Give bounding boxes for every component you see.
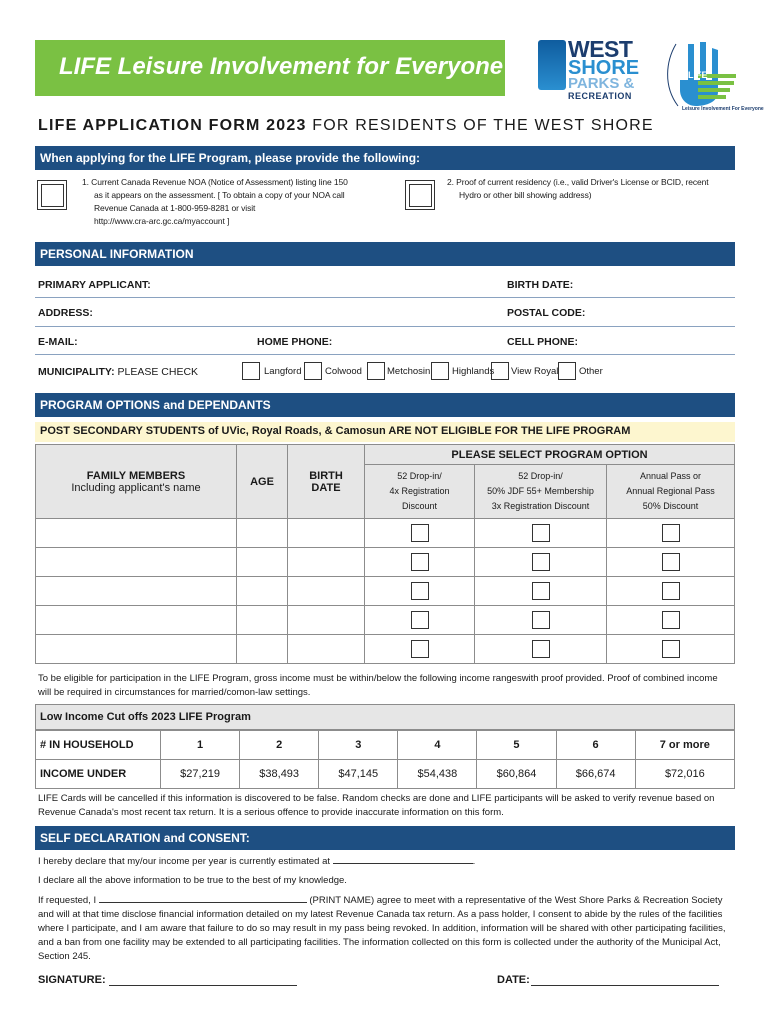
table-row	[36, 548, 735, 577]
other-label: Other	[579, 366, 603, 377]
income-cutoffs-heading: Low Income Cut offs 2023 LIFE Program	[35, 704, 735, 730]
divider	[35, 297, 735, 298]
eligibility-text: To be eligible for participation in the LIFE Program, gross income must be within/below the following income rangeswith proof provided. Proof of combined income will be required in circumstances for married/comon-law settings.	[38, 673, 718, 698]
income-estimate-field[interactable]	[333, 854, 473, 864]
household-cell: 5	[477, 731, 556, 760]
req1-line4: http://www.cra-arc.gc.ca/myaccount ]	[94, 216, 230, 226]
opt3-line2: Annual Regional Pass	[626, 486, 715, 496]
colwood-checkbox[interactable]	[304, 362, 322, 380]
birth-date-cell[interactable]	[288, 577, 365, 606]
cancellation-notice: LIFE Cards will be cancelled if this information is discovered to be false. Random checks are done and LIFE participants will be asked to verify revenue based on Revenue Canada's most recent tax return. It is a serious offence to provide inaccurate information on this form.	[38, 793, 715, 818]
municipality-label	[38, 366, 198, 378]
option-3-cell	[607, 635, 735, 664]
req2-line2: Hydro or other bill showing address)	[459, 190, 592, 200]
date-field[interactable]	[531, 976, 719, 986]
income-estimate-text: I hereby declare that my/our income per year is currently estimated at	[38, 856, 330, 867]
print-name-field[interactable]	[99, 893, 307, 903]
family-name-cell[interactable]	[36, 519, 237, 548]
requirements-heading: When applying for the LIFE Program, please provide the following:	[35, 146, 735, 170]
opt1-line2: 4x Registration	[389, 486, 450, 496]
income-cell: $72,016	[635, 760, 734, 789]
colwood-label: Colwood	[325, 366, 362, 377]
family-members-header	[36, 445, 237, 519]
signature-label: SIGNATURE:	[38, 974, 106, 986]
birth-date-cell[interactable]	[288, 548, 365, 577]
table-row	[36, 519, 735, 548]
logo-hand-text: LIFE	[688, 70, 708, 80]
req1-line2: as it appears on the assessment. [ To obtain a copy of your NOA call	[94, 190, 345, 200]
logo-recreation: RECREATION	[568, 91, 632, 101]
table-row	[36, 635, 735, 664]
highlands-label: Highlands	[452, 366, 495, 377]
other-checkbox[interactable]	[558, 362, 576, 380]
table-row	[36, 606, 735, 635]
birth-date-cell[interactable]	[288, 519, 365, 548]
opt2-line2: 50% JDF 55+ Membership	[487, 486, 594, 496]
req1-line1: 1. Current Canada Revenue NOA (Notice of Assessment) listing line 150	[82, 177, 348, 187]
age-cell[interactable]	[237, 635, 288, 664]
req1-line3: Revenue Canada at 1-800-959-8281 or visit	[94, 203, 256, 213]
if-requested-text: If requested, I	[38, 895, 97, 906]
household-label: # IN HOUSEHOLD	[36, 731, 161, 760]
income-estimate-line	[38, 854, 732, 869]
date-text: DATE	[311, 481, 341, 494]
langford-checkbox[interactable]	[242, 362, 260, 380]
birth-date-label: BIRTH DATE:	[507, 279, 574, 291]
family-members-text: FAMILY MEMBERS	[86, 469, 186, 482]
household-cell: 7 or more	[635, 731, 734, 760]
highlands-checkbox[interactable]	[431, 362, 449, 380]
langford-label: Langford	[264, 366, 302, 377]
option-2-cell	[475, 635, 607, 664]
post-secondary-notice: POST SECONDARY STUDENTS of UVic, Royal Roads, & Camosun ARE NOT ELIGIBLE FOR THE LIFE PROGRAM	[35, 422, 735, 442]
form-title-bold: LIFE APPLICATION FORM 2023	[38, 117, 307, 134]
banner-title: LIFE Leisure Involvement for Everyone	[59, 53, 504, 80]
family-name-cell[interactable]	[36, 606, 237, 635]
cell-phone-label: CELL PHONE:	[507, 336, 578, 348]
age-cell[interactable]	[237, 519, 288, 548]
option-1-cell	[365, 577, 475, 606]
option-1-header	[365, 465, 475, 519]
option-2-checkbox[interactable]	[532, 611, 550, 629]
option-1-cell	[365, 606, 475, 635]
logo-west: WEST	[568, 36, 633, 62]
metchosin-label: Metchosin	[387, 366, 431, 377]
address-label: ADDRESS:	[38, 307, 93, 319]
requirement-item-2	[447, 176, 709, 202]
option-2-checkbox[interactable]	[532, 640, 550, 658]
income-row	[36, 760, 735, 789]
divider	[35, 326, 735, 327]
option-1-checkbox[interactable]	[411, 640, 429, 658]
option-3-header	[607, 465, 735, 519]
view-royal-checkbox[interactable]	[491, 362, 509, 380]
option-1-cell	[365, 548, 475, 577]
opt1-line3: Discount	[401, 501, 437, 511]
income-cell: $38,493	[240, 760, 319, 789]
divider	[35, 354, 735, 355]
logo-parks: PARKS &	[568, 75, 635, 92]
income-cell: $66,674	[556, 760, 635, 789]
family-name-cell[interactable]	[36, 635, 237, 664]
household-cell: 4	[398, 731, 477, 760]
logo-mark-icon	[538, 40, 566, 90]
option-2-checkbox[interactable]	[532, 524, 550, 542]
option-3-cell	[607, 606, 735, 635]
income-table	[35, 730, 735, 789]
option-3-checkbox[interactable]	[662, 582, 680, 600]
option-3-checkbox[interactable]	[662, 524, 680, 542]
option-1-checkbox[interactable]	[411, 582, 429, 600]
west-shore-logo	[538, 36, 764, 112]
primary-applicant-label: PRIMARY APPLICANT:	[38, 279, 151, 291]
consent-paragraph	[38, 893, 732, 964]
program-options-heading: PROGRAM OPTIONS and DEPENDANTS	[35, 393, 735, 417]
option-2-cell	[475, 548, 607, 577]
family-name-cell[interactable]	[36, 577, 237, 606]
postal-code-label: POSTAL CODE:	[507, 307, 586, 319]
option-2-checkbox[interactable]	[532, 582, 550, 600]
life-hand-logo-icon	[658, 36, 764, 112]
income-label: INCOME UNDER	[36, 760, 161, 789]
metchosin-checkbox[interactable]	[367, 362, 385, 380]
option-3-checkbox[interactable]	[662, 611, 680, 629]
option-3-cell	[607, 548, 735, 577]
income-cell: $47,145	[319, 760, 398, 789]
option-1-cell	[365, 635, 475, 664]
income-cell: $60,864	[477, 760, 556, 789]
email-label: E-MAIL:	[38, 336, 78, 348]
income-cell: $54,438	[398, 760, 477, 789]
opt2-line1: 52 Drop-in/	[518, 471, 563, 481]
logo-shore: SHORE	[568, 57, 640, 79]
req2-line1: 2. Proof of current residency (i.e., valid Driver's License or BCID, recent	[447, 177, 709, 187]
print-name-text: (PRINT NAME) agree to meet with a representative of the West Shore Parks & Recreation	[309, 895, 689, 906]
self-declaration-heading: SELF DECLARATION and CONSENT:	[35, 826, 735, 850]
opt1-line1: 52 Drop-in/	[397, 471, 442, 481]
signature-field[interactable]	[109, 976, 297, 986]
option-1-cell	[365, 519, 475, 548]
household-cell: 6	[556, 731, 635, 760]
option-2-checkbox[interactable]	[532, 553, 550, 571]
residency-checkbox[interactable]	[405, 180, 435, 210]
age-cell[interactable]	[237, 606, 288, 635]
view-royal-label: View Royal	[511, 366, 559, 377]
consent-body: Society and will at that time disclose financial information detailed on my latest Revenue Canada tax return. As a pass holder, I consent to abide by the rules of the facilities where I participate, and I am aware that failure to do so may result in my pass being revoked. In addition, information will be shared with other participating facilities, and a ban from one facility may be extended to all participating facilities. The information collected on this form is collected under the authority of the Municipal Act, Section 245.	[38, 895, 726, 962]
municipality-label-bold: MUNICIPALITY:	[38, 366, 115, 378]
header-banner	[35, 40, 505, 96]
household-cell: 1	[161, 731, 240, 760]
option-3-cell	[607, 577, 735, 606]
home-phone-label: HOME PHONE:	[257, 336, 333, 348]
personal-info-heading: PERSONAL INFORMATION	[35, 242, 735, 266]
option-2-header	[475, 465, 607, 519]
age-cell[interactable]	[237, 577, 288, 606]
birth-date-cell[interactable]	[288, 606, 365, 635]
noa-checkbox[interactable]	[37, 180, 67, 210]
opt3-line1: Annual Pass or	[639, 471, 702, 481]
age-header: AGE	[237, 445, 288, 519]
household-row	[36, 731, 735, 760]
income-cell: $27,219	[161, 760, 240, 789]
form-title-rest: FOR RESIDENTS OF THE WEST SHORE	[312, 117, 654, 134]
option-3-checkbox[interactable]	[662, 640, 680, 658]
including-applicant-text: Including applicant's name	[71, 481, 201, 494]
option-1-checkbox[interactable]	[411, 524, 429, 542]
date-label: DATE:	[497, 974, 530, 986]
declare-true-text: I declare all the above information to be true to the best of my knowledge.	[38, 875, 347, 886]
option-3-checkbox[interactable]	[662, 553, 680, 571]
option-1-checkbox[interactable]	[411, 553, 429, 571]
select-program-header: PLEASE SELECT PROGRAM OPTION	[365, 445, 735, 465]
option-2-cell	[475, 606, 607, 635]
opt2-line3: 3x Registration Discount	[491, 501, 590, 511]
logo-arc-text: Leisure Involvement For Everyone	[682, 106, 764, 112]
please-check: PLEASE CHECK	[114, 366, 199, 378]
birth-date-cell[interactable]	[288, 635, 365, 664]
household-cell: 2	[240, 731, 319, 760]
program-table	[35, 444, 735, 664]
period: .	[472, 856, 476, 867]
form-title	[38, 117, 654, 135]
household-cell: 3	[319, 731, 398, 760]
birth-date-header	[288, 445, 365, 519]
age-cell[interactable]	[237, 548, 288, 577]
opt3-line3: 50% Discount	[642, 501, 699, 511]
option-3-cell	[607, 519, 735, 548]
family-name-cell[interactable]	[36, 548, 237, 577]
option-1-checkbox[interactable]	[411, 611, 429, 629]
table-row	[36, 577, 735, 606]
option-2-cell	[475, 519, 607, 548]
birth-text: BIRTH	[309, 469, 343, 482]
option-2-cell	[475, 577, 607, 606]
requirement-item-1	[82, 176, 348, 228]
